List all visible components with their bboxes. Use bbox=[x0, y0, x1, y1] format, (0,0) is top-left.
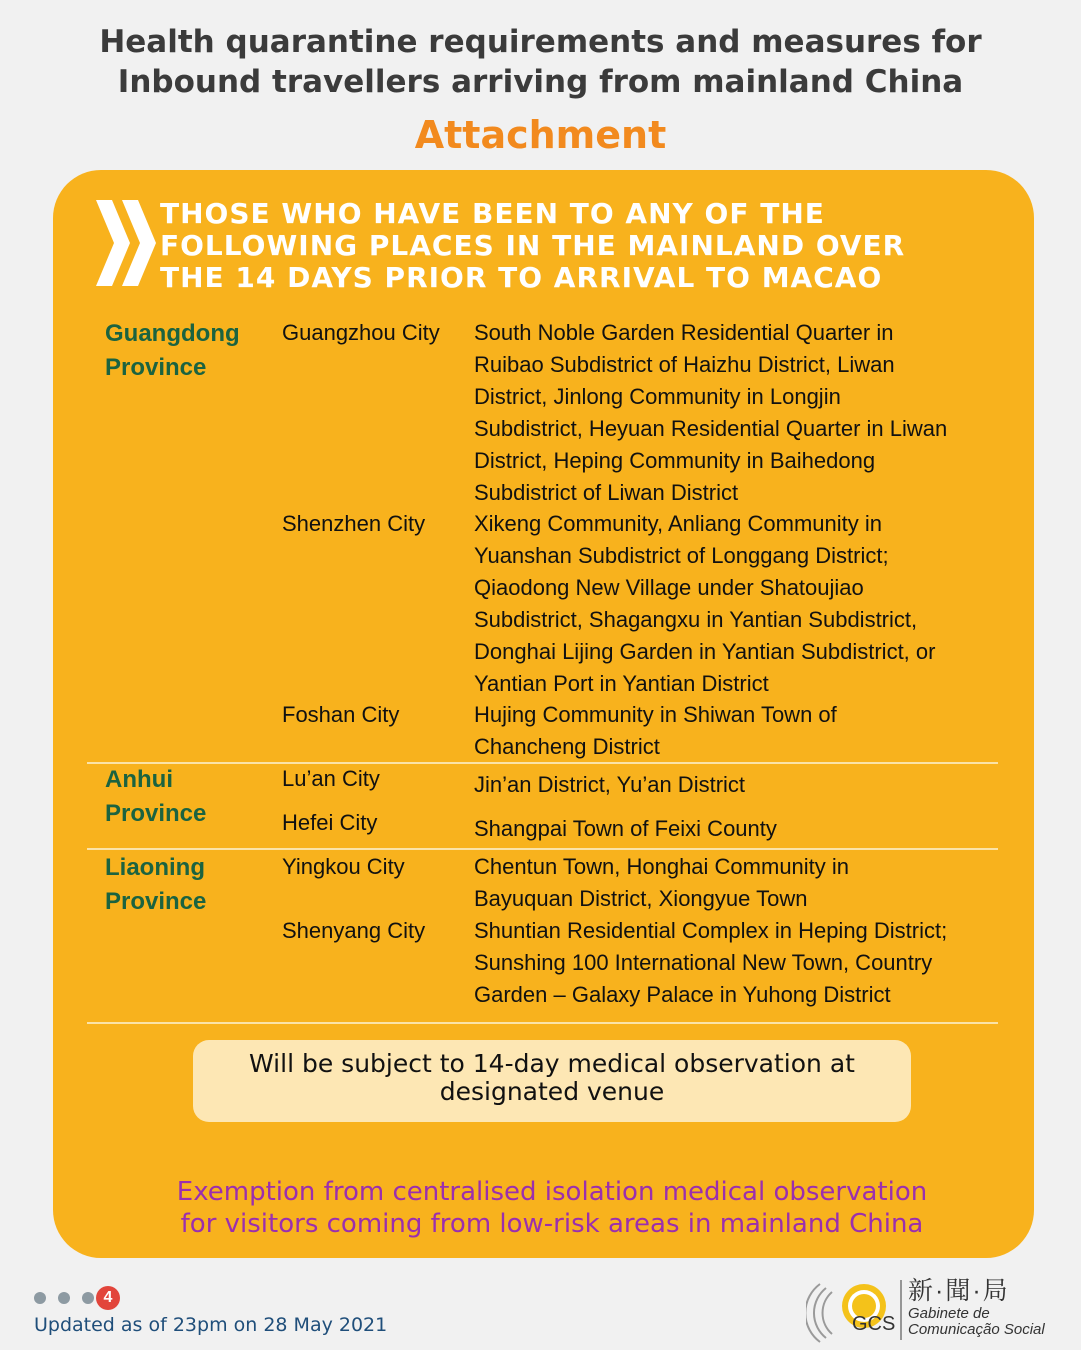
place-line: Xikeng Community, Anliang Community in bbox=[474, 511, 882, 536]
banner-line2: FOLLOWING PLACES IN THE MAINLAND OVER bbox=[160, 229, 906, 262]
places-foshan bbox=[474, 699, 1004, 763]
page-title-line2: Inbound travellers arriving from mainland China bbox=[117, 64, 964, 100]
place-line: Hujing Community in Shiwan Town of bbox=[474, 702, 837, 727]
section-divider bbox=[87, 1022, 998, 1024]
province-label: Province bbox=[105, 800, 207, 827]
exemption-notice bbox=[0, 1176, 1081, 1240]
place-line: Yuanshan Subdistrict of Longgang District; bbox=[474, 543, 889, 568]
page-dot bbox=[58, 1292, 70, 1304]
province-label: Province bbox=[105, 888, 207, 915]
place-line: Shangpai Town of Feixi County bbox=[474, 816, 777, 841]
banner-heading bbox=[160, 198, 1020, 294]
city-guangzhou: Guangzhou City bbox=[282, 320, 440, 345]
places-hefei bbox=[474, 813, 1004, 845]
observation-line1: Will be subject to 14-day medical observation at bbox=[249, 1049, 855, 1078]
banner-line3: THE 14 DAYS PRIOR TO ARRIVAL TO MACAO bbox=[160, 261, 883, 294]
double-chevron-icon bbox=[96, 200, 158, 286]
page-indicator bbox=[34, 1286, 134, 1310]
section-divider bbox=[87, 848, 998, 850]
page-title-line1: Health quarantine requirements and measures for bbox=[99, 24, 982, 60]
logo-chinese-name: 新·聞·局 bbox=[908, 1277, 1010, 1305]
place-line: Qiaodong New Village under Shatoujiao bbox=[474, 575, 864, 600]
page-dot bbox=[34, 1292, 46, 1304]
province-name: Guangdong bbox=[105, 320, 240, 347]
place-line: Donghai Lijing Garden in Yantian Subdistrict, or bbox=[474, 639, 936, 664]
place-line: District, Heping Community in Baihedong bbox=[474, 448, 876, 473]
province-anhui bbox=[105, 763, 280, 831]
place-line: Shuntian Residential Complex in Heping District; bbox=[474, 918, 948, 943]
exemption-line1: Exemption from centralised isolation medical observation bbox=[176, 1177, 928, 1207]
observation-notice bbox=[193, 1040, 911, 1122]
observation-line2: designated venue bbox=[439, 1077, 665, 1106]
exemption-line2: for visitors coming from low-risk areas in mainland China bbox=[180, 1209, 924, 1239]
page-title bbox=[0, 22, 1081, 102]
place-line: Yantian Port in Yantian District bbox=[474, 671, 769, 696]
place-line: Subdistrict, Shagangxu in Yantian Subdistrict, bbox=[474, 607, 918, 632]
place-line: Subdistrict, Heyuan Residential Quarter in Liwan bbox=[474, 416, 948, 441]
city-shenyang: Shenyang City bbox=[282, 918, 426, 943]
place-line: Jin’an District, Yu’an District bbox=[474, 772, 746, 797]
city-yingkou: Yingkou City bbox=[282, 854, 405, 879]
place-line: Garden – Galaxy Palace in Yuhong District bbox=[474, 982, 891, 1007]
places-luan bbox=[474, 769, 1004, 801]
page-dot bbox=[82, 1292, 94, 1304]
place-line: District, Jinlong Community in Longjin bbox=[474, 384, 841, 409]
place-line: Bayuquan District, Xiongyue Town bbox=[474, 886, 808, 911]
place-line: Subdistrict of Liwan District bbox=[474, 480, 739, 505]
place-line: South Noble Garden Residential Quarter in bbox=[474, 320, 894, 345]
logo-portuguese-name bbox=[908, 1306, 1045, 1338]
province-guangdong bbox=[105, 317, 280, 385]
current-page-badge: 4 bbox=[96, 1286, 120, 1310]
city-hefei: Hefei City bbox=[282, 810, 378, 835]
page-subtitle: Attachment bbox=[414, 113, 667, 157]
places-guangzhou bbox=[474, 317, 1004, 509]
places-shenzhen bbox=[474, 508, 1004, 700]
logo-pt-line1: Gabinete de bbox=[908, 1305, 990, 1322]
province-liaoning bbox=[105, 851, 280, 919]
place-line: Chentun Town, Honghai Community in bbox=[474, 854, 850, 879]
city-shenzhen: Shenzhen City bbox=[282, 511, 426, 536]
place-line: Chancheng District bbox=[474, 734, 660, 759]
province-name: Anhui bbox=[105, 766, 173, 793]
places-shenyang bbox=[474, 915, 1004, 1011]
province-name: Liaoning bbox=[105, 854, 205, 881]
banner-line1: THOSE WHO HAVE BEEN TO ANY OF THE bbox=[160, 197, 825, 230]
province-label: Province bbox=[105, 354, 207, 381]
place-line: Ruibao Subdistrict of Haizhu District, Liwan bbox=[474, 352, 895, 377]
logo-pt-line2: Comunicação Social bbox=[908, 1321, 1045, 1338]
updated-timestamp: Updated as of 23pm on 28 May 2021 bbox=[34, 1314, 388, 1336]
city-luan: Lu’an City bbox=[282, 766, 380, 791]
logo-mark-text: GCS bbox=[852, 1313, 896, 1335]
city-foshan: Foshan City bbox=[282, 702, 400, 727]
place-line: Sunshing 100 International New Town, Country bbox=[474, 950, 933, 975]
places-yingkou bbox=[474, 851, 1004, 915]
